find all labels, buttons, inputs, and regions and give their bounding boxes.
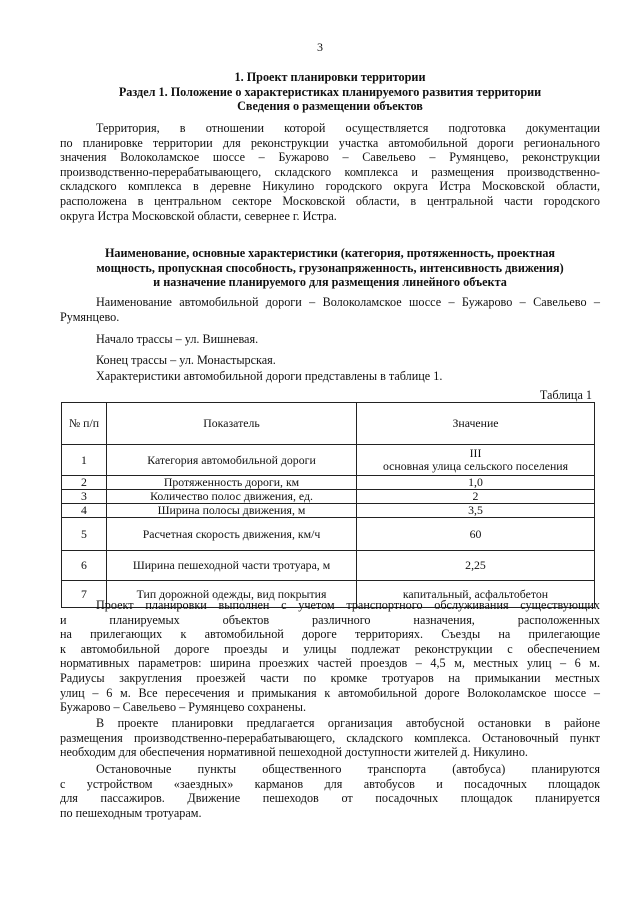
header-value: Значение xyxy=(357,403,595,445)
row-value: 2 xyxy=(357,490,595,504)
text-line: производственно-перерабатывающего, складского комплекса и размещения производственно- xyxy=(60,164,600,179)
route-start: Начало трассы – ул. Вишневая. xyxy=(96,332,259,346)
planning-paragraph xyxy=(60,598,600,715)
intro-paragraph xyxy=(60,121,600,223)
row-value-line: III xyxy=(469,446,482,460)
text-line: складского комплекса в деревне Никулино городского округа Истра Московской области, xyxy=(60,179,600,194)
stops-paragraph xyxy=(60,762,600,820)
row-num: 7 xyxy=(62,581,107,608)
row-num: 4 xyxy=(62,504,107,518)
text-line: расположена в центральном секторе Московской области, в центральной части городского xyxy=(60,193,600,208)
text-line: Бужарово – Савельево – Румянцево сохранены. xyxy=(60,700,307,715)
text-line: Радиусы закругления проезжей части по кромке тротуаров на примыкании местных xyxy=(60,670,600,685)
table-intro: Характеристики автомобильной дороги представлены в таблице 1. xyxy=(96,369,443,383)
text-line: с устройством «заездных» карманов для автобусов и посадочных площадок xyxy=(60,776,600,791)
row-indicator: Расчетная скорость движения, км/ч xyxy=(107,518,357,551)
table-row xyxy=(62,504,595,518)
text-line: к автомобильной дороге проезды и улицы подлежат реконструкции с обеспечением xyxy=(60,641,600,656)
row-value: капитальный, асфальтобетон xyxy=(357,581,595,608)
object-heading-line: и назначение планируемого для размещения линейного объекта xyxy=(153,275,507,289)
table-row xyxy=(62,490,595,504)
table-row xyxy=(62,518,595,551)
text-line: по планировке территории для реконструкции участка автомобильной дороги регионального xyxy=(60,135,600,150)
text-line: Наименование автомобильной дороги – Волоколамское шоссе – Бужарово – Савельево – xyxy=(96,295,600,309)
bus-stop-paragraph xyxy=(60,716,600,760)
text-line: Остановочные пункты общественного транспорта (автобуса) планируются xyxy=(96,762,600,776)
section-heading-line: Сведения о размещении объектов xyxy=(237,99,423,113)
route-end: Конец трассы – ул. Монастырская. xyxy=(96,353,276,367)
road-name-paragraph xyxy=(60,295,600,324)
text-line: улиц – 6 м. Все пересечения и примыкания к автомобильной дороге Волоколамское шоссе – xyxy=(60,685,600,700)
header-indicator: Показатель xyxy=(107,403,357,445)
text-line: на прилегающих к автомобильной дороге территориях. Съезды на прилегающие xyxy=(60,627,600,642)
row-indicator: Ширина пешеходной части тротуара, м xyxy=(107,551,357,581)
text-line: нормативных параметров: ширина проезжих частей проездов – 4,5 м, местных улиц – 6 м. xyxy=(60,656,600,671)
object-heading xyxy=(60,246,600,290)
text-line: размещения производственно-перерабатывающего, складского комплекса. Остановочный пункт xyxy=(60,730,600,745)
row-value: 60 xyxy=(357,518,595,551)
row-num: 1 xyxy=(62,445,107,476)
table-row xyxy=(62,551,595,581)
row-num: 5 xyxy=(62,518,107,551)
row-value: 2,25 xyxy=(357,551,595,581)
table-row xyxy=(62,476,595,490)
text-line: и планируемых объектов различного назначения, расположенных xyxy=(60,612,600,627)
row-indicator: Количество полос движения, ед. xyxy=(107,490,357,504)
characteristics-table xyxy=(61,402,595,608)
section-heading-line: 1. Проект планировки территории xyxy=(234,70,426,84)
row-indicator: Тип дорожной одежды, вид покрытия xyxy=(107,581,357,608)
table-header-row xyxy=(62,403,595,445)
text-line: округа Истра Московской области, севернее г. Истра. xyxy=(60,208,337,223)
row-value: 1,0 xyxy=(357,476,595,490)
text-line: Румянцево. xyxy=(60,309,120,324)
header-num: № п/п xyxy=(62,403,107,445)
object-heading-line: мощность, пропускная способность, грузонапряженность, интенсивность движения) xyxy=(96,260,564,275)
row-value: 3,5 xyxy=(357,504,595,518)
page-number: 3 xyxy=(317,40,323,54)
text-line: значения Волоколамское шоссе – Бужарово – Савельево – Румянцево, реконструкции xyxy=(60,150,600,165)
row-num: 6 xyxy=(62,551,107,581)
table-row xyxy=(62,445,595,476)
row-value-line: основная улица сельского поселения xyxy=(382,459,569,473)
table-caption: Таблица 1 xyxy=(539,388,592,402)
object-heading-line: Наименование, основные характеристики (категория, протяженность, проектная xyxy=(104,246,556,260)
section-heading-line: Раздел 1. Положение о характеристиках планируемого развития территории xyxy=(118,84,542,99)
row-indicator: Категория автомобильной дороги xyxy=(107,445,357,476)
row-indicator: Ширина полосы движения, м xyxy=(107,504,357,518)
row-num: 2 xyxy=(62,476,107,490)
text-line: необходим для обеспечения нормативной пешеходной доступности жителей д. Никулино. xyxy=(60,745,528,760)
row-indicator: Протяженность дороги, км xyxy=(107,476,357,490)
text-line: В проекте планировки предлагается организация автобусной остановки в районе xyxy=(96,716,600,730)
row-value xyxy=(357,445,595,476)
text-line: для пассажиров. Движение пешеходов от посадочных площадок планируется xyxy=(60,791,600,806)
text-line: по пешеходным тротуарам. xyxy=(60,805,202,820)
section-heading xyxy=(60,70,600,114)
text-line: Территория, в отношении которой осуществляется подготовка документации xyxy=(96,121,600,135)
row-num: 3 xyxy=(62,490,107,504)
text-line: Проект планировки выполнен с учетом транспортного обслуживания существующих xyxy=(96,598,600,612)
